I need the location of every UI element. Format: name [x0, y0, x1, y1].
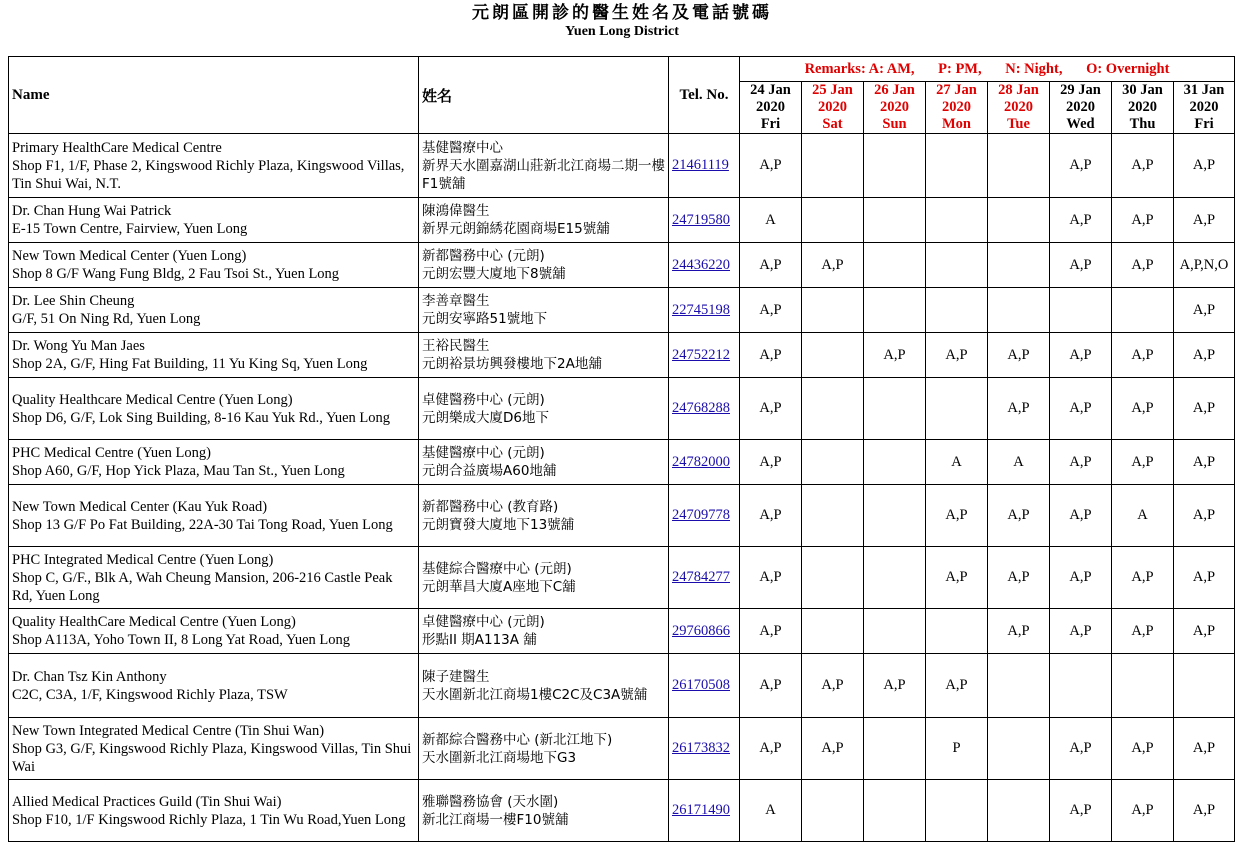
clinic-address-zh: 天水圍新北江商場地下G3	[422, 749, 577, 766]
clinic-address: Shop 13 G/F Po Fat Building, 22A-30 Tai Tong Road, Yuen Long	[12, 516, 393, 533]
clinic-name: PHC Integrated Medical Centre (Yuen Long)	[12, 551, 274, 568]
session-cell	[864, 718, 926, 780]
clinic-name: Quality Healthcare Medical Centre (Yuen Long)	[12, 391, 293, 408]
clinic-name-zh-cell	[419, 134, 669, 198]
tel-link[interactable]: 26170508	[672, 677, 730, 693]
clinic-name: New Town Medical Center (Yuen Long)	[12, 248, 247, 264]
session-cell: A,P	[802, 654, 864, 718]
session-cell	[864, 609, 926, 654]
tel-link[interactable]: 24784277	[672, 569, 730, 585]
table-row	[9, 288, 1235, 333]
table-row	[9, 654, 1235, 718]
session-cell: A,P	[1050, 547, 1112, 609]
clinic-name-zh: 李善章醫生	[422, 293, 490, 309]
session-cell: A,P	[1174, 440, 1235, 485]
clinic-name-zh-cell	[419, 780, 669, 842]
session-cell	[802, 485, 864, 547]
page-header	[0, 0, 1244, 52]
session-cell: A,P	[740, 609, 802, 654]
clinic-name-zh: 基健醫療中心	[422, 139, 503, 156]
session-cell: A,P,N,O	[1174, 243, 1235, 288]
tel-link[interactable]: 24719580	[672, 211, 730, 228]
date-header-year: 2020	[756, 99, 785, 115]
session-cell: A,P	[740, 547, 802, 609]
session-cell	[802, 609, 864, 654]
session-cell	[802, 547, 864, 609]
session-cell: A,P	[926, 485, 988, 547]
tel-cell	[669, 780, 740, 842]
clinic-name-zh: 基健綜合醫療中心 (元朗)	[422, 560, 572, 577]
date-header-year: 2020	[880, 99, 909, 115]
session-cell: A,P	[1112, 333, 1174, 378]
date-header	[988, 82, 1050, 134]
session-cell: A,P	[740, 718, 802, 780]
table-row	[9, 198, 1235, 243]
table-row	[9, 780, 1235, 842]
session-cell: A,P	[1112, 198, 1174, 243]
clinic-name-cell	[9, 609, 419, 654]
session-cell: A,P	[1174, 198, 1235, 243]
session-cell: A,P	[740, 288, 802, 333]
clinic-address-zh: 元朗樂成大廈D6地下	[422, 409, 549, 426]
clinic-name-zh-cell	[419, 198, 669, 243]
session-cell: A,P	[1174, 378, 1235, 440]
session-cell: A,P	[1050, 333, 1112, 378]
session-cell: A,P	[988, 547, 1050, 609]
clinic-name-zh: 王裕民醫生	[422, 338, 490, 354]
table-row	[9, 134, 1235, 198]
clinic-name-zh-cell	[419, 288, 669, 333]
session-cell: A,P	[988, 333, 1050, 378]
session-cell	[802, 333, 864, 378]
date-header-day: 30 Jan	[1122, 82, 1163, 98]
tel-link[interactable]: 24768288	[672, 400, 730, 416]
clinic-address-zh: 元朗裕景坊興發樓地下2A地舖	[422, 356, 602, 372]
date-header-day: 24 Jan	[750, 82, 791, 98]
date-header-day: 29 Jan	[1060, 82, 1101, 98]
remark-overnight: O: Overnight	[1086, 60, 1170, 77]
table-row	[9, 609, 1235, 654]
clinic-address-zh: 新北江商場一樓F10號舖	[422, 811, 569, 828]
session-cell	[926, 198, 988, 243]
table-row	[9, 718, 1235, 780]
session-cell	[864, 288, 926, 333]
session-cell: A,P	[1112, 609, 1174, 654]
session-cell	[1112, 288, 1174, 333]
date-header-dow: Fri	[760, 116, 781, 132]
date-header	[864, 82, 926, 134]
session-cell: A,P	[740, 440, 802, 485]
session-cell: A,P	[988, 485, 1050, 547]
clinic-name-cell	[9, 198, 419, 243]
session-cell: A	[988, 440, 1050, 485]
clinic-name-zh-cell	[419, 378, 669, 440]
tel-link[interactable]: 29760866	[672, 622, 730, 639]
clinic-name: Allied Medical Practices Guild (Tin Shui Wai)	[12, 793, 282, 810]
tel-link[interactable]: 26171490	[672, 802, 730, 818]
date-header-day: 26 Jan	[874, 82, 915, 98]
clinic-address-zh: 元朗華昌大廈A座地下C舖	[422, 578, 576, 595]
clinic-address: E-15 Town Centre, Fairview, Yuen Long	[12, 221, 248, 237]
clinic-name: Dr. Wong Yu Man Jaes	[12, 338, 145, 354]
date-header-dow: Fri	[1194, 116, 1214, 132]
clinic-name-zh: 新都醫務中心 (元朗)	[422, 248, 545, 264]
tel-cell	[669, 440, 740, 485]
remark-night: N: Night,	[1005, 60, 1063, 77]
session-cell: A,P	[926, 654, 988, 718]
session-cell	[864, 485, 926, 547]
session-cell	[926, 288, 988, 333]
session-cell: A,P	[1112, 780, 1174, 842]
clinic-name-cell	[9, 440, 419, 485]
clinic-address: Shop A113A, Yoho Town II, 8 Long Yat Road, Yuen Long	[12, 632, 351, 648]
clinic-address: Shop F1, 1/F, Phase 2, Kingswood Richly Plaza, Kingswood Villas, Tin Shui Wai, N.T.	[12, 157, 405, 192]
clinic-name-zh-cell	[419, 440, 669, 485]
session-cell: A,P	[1050, 378, 1112, 440]
tel-link[interactable]: 24436220	[672, 256, 730, 273]
session-cell: A,P	[1112, 243, 1174, 288]
session-cell	[802, 198, 864, 243]
clinic-name-zh: 基健醫療中心 (元朗)	[422, 445, 545, 461]
session-cell: A,P	[802, 718, 864, 780]
session-cell: A,P	[740, 485, 802, 547]
clinic-address: Shop G3, G/F, Kingswood Richly Plaza, Kingswood Villas, Tin Shui Wai	[12, 740, 412, 775]
session-cell	[802, 288, 864, 333]
date-header-dow: Tue	[1007, 116, 1030, 132]
clinic-name-zh-cell	[419, 609, 669, 654]
session-cell	[988, 134, 1050, 198]
tel-link[interactable]: 24752212	[672, 346, 730, 363]
date-header-dow: Thu	[1129, 116, 1156, 132]
clinic-name: Primary HealthCare Medical Centre	[12, 139, 222, 156]
session-cell: A,P	[988, 378, 1050, 440]
session-cell: A,P	[1112, 547, 1174, 609]
session-cell	[926, 780, 988, 842]
clinic-address: Shop F10, 1/F Kingswood Richly Plaza, 1 Tin Wu Road,Yuen Long	[12, 811, 406, 828]
date-header-dow: Sun	[882, 116, 907, 132]
session-cell: A	[740, 780, 802, 842]
clinic-name-zh: 新都綜合醫務中心 (新北江地下)	[422, 731, 613, 748]
session-cell: A,P	[1174, 485, 1235, 547]
clinic-name-zh: 卓健醫務中心 (元朗)	[422, 391, 545, 408]
session-cell: A,P	[1174, 333, 1235, 378]
date-header-dow: Sat	[822, 116, 843, 132]
clinic-name-cell	[9, 243, 419, 288]
clinic-address-zh: 元朗寶發大廈地下13號舖	[422, 516, 575, 533]
clinic-name-cell	[9, 288, 419, 333]
session-cell: A,P	[1174, 780, 1235, 842]
tel-cell	[669, 609, 740, 654]
clinic-name-zh: 陳鴻偉醫生	[422, 203, 490, 219]
session-cell	[1112, 654, 1174, 718]
tel-cell	[669, 333, 740, 378]
tel-cell	[669, 198, 740, 243]
clinic-address-zh: 天水圍新北江商場1樓C2C及C3A號舖	[422, 686, 648, 703]
clinic-name: Dr. Chan Tsz Kin Anthony	[12, 668, 167, 685]
session-cell	[802, 378, 864, 440]
clinic-name-cell	[9, 654, 419, 718]
tel-cell	[669, 378, 740, 440]
session-cell	[1050, 654, 1112, 718]
session-cell	[926, 134, 988, 198]
clinic-address-zh: 元朗安寧路51號地下	[422, 311, 548, 327]
session-cell: A,P	[1050, 198, 1112, 243]
session-cell: A,P	[1050, 780, 1112, 842]
session-cell: A,P	[1174, 547, 1235, 609]
tel-link[interactable]: 21461119	[672, 157, 729, 173]
tel-link[interactable]: 24709778	[672, 507, 730, 523]
session-cell: A	[1112, 485, 1174, 547]
clinic-address: Shop D6, G/F, Lok Sing Building, 8-16 Kau Yuk Rd., Yuen Long	[12, 409, 390, 426]
table-row	[9, 485, 1235, 547]
date-header-year: 2020	[1066, 99, 1095, 115]
session-cell	[864, 780, 926, 842]
date-header	[1112, 82, 1174, 134]
date-header-year: 2020	[1128, 99, 1157, 115]
clinic-name: Dr. Chan Hung Wai Patrick	[12, 203, 172, 219]
session-cell	[864, 378, 926, 440]
tel-cell	[669, 485, 740, 547]
session-cell: A,P	[864, 654, 926, 718]
date-header-year: 2020	[1189, 99, 1219, 115]
date-header	[740, 82, 802, 134]
date-header	[926, 82, 988, 134]
clinic-address-zh: 新界元朗錦綉花園商場E15號舖	[422, 221, 610, 237]
session-cell: A,P	[740, 333, 802, 378]
doctor-roster-table	[8, 56, 1235, 842]
session-cell: A,P	[1050, 485, 1112, 547]
clinic-name: New Town Integrated Medical Centre (Tin Shui Wan)	[12, 722, 325, 739]
date-header-year: 2020	[818, 99, 847, 115]
session-cell: A,P	[1050, 134, 1112, 198]
session-cell: A,P	[1174, 718, 1235, 780]
date-header	[1174, 82, 1235, 134]
tel-cell	[669, 654, 740, 718]
session-cell: A,P	[740, 134, 802, 198]
session-cell: A,P	[1050, 718, 1112, 780]
tel-cell	[669, 288, 740, 333]
table-row	[9, 440, 1235, 485]
clinic-name-cell	[9, 333, 419, 378]
session-cell	[802, 134, 864, 198]
session-cell	[864, 547, 926, 609]
session-cell: A,P	[1174, 609, 1235, 654]
session-cell: A,P	[740, 243, 802, 288]
clinic-name-cell	[9, 718, 419, 780]
session-cell: A	[740, 198, 802, 243]
date-header-year: 2020	[942, 99, 971, 115]
session-cell	[926, 243, 988, 288]
date-header-day: 31 Jan	[1183, 82, 1225, 98]
clinic-address-zh: 形點II 期A113A 舖	[422, 632, 537, 648]
clinic-name-cell	[9, 780, 419, 842]
clinic-name-cell	[9, 134, 419, 198]
session-cell: A,P	[1112, 134, 1174, 198]
session-cell: A,P	[1112, 440, 1174, 485]
session-cell	[1050, 288, 1112, 333]
clinic-address: G/F, 51 On Ning Rd, Yuen Long	[12, 311, 201, 327]
date-header-year: 2020	[1004, 99, 1033, 115]
header-name: Name	[9, 57, 419, 134]
clinic-address-zh: 元朗合益廣場A60地舖	[422, 463, 557, 479]
session-cell: A,P	[1050, 609, 1112, 654]
tel-cell	[669, 134, 740, 198]
tel-link[interactable]: 26173832	[672, 740, 730, 756]
session-cell	[926, 609, 988, 654]
date-header	[802, 82, 864, 134]
date-header-dow: Wed	[1066, 116, 1095, 132]
session-cell	[988, 198, 1050, 243]
clinic-name-zh: 卓健醫療中心 (元朗)	[422, 614, 545, 630]
session-cell: A,P	[864, 333, 926, 378]
session-cell	[988, 288, 1050, 333]
clinic-name-zh-cell	[419, 243, 669, 288]
date-header-dow: Mon	[942, 116, 971, 132]
session-cell: A,P	[802, 243, 864, 288]
tel-link[interactable]: 24782000	[672, 453, 730, 470]
clinic-name-cell	[9, 485, 419, 547]
session-cell	[988, 243, 1050, 288]
session-cell	[802, 780, 864, 842]
session-cell	[926, 378, 988, 440]
session-cell: A,P	[926, 547, 988, 609]
clinic-address-zh: 新界天水圍嘉湖山莊新北江商場二期一樓F1號舖	[422, 157, 665, 192]
clinic-name: PHC Medical Centre (Yuen Long)	[12, 445, 211, 461]
header-tel: Tel. No.	[669, 57, 740, 134]
roster-body	[9, 134, 1235, 842]
date-header-day: 27 Jan	[936, 82, 977, 98]
session-cell: A,P	[1050, 243, 1112, 288]
clinic-address: Shop A60, G/F, Hop Yick Plaza, Mau Tan St., Yuen Long	[12, 463, 345, 479]
session-cell: A,P	[1174, 134, 1235, 198]
session-cell	[988, 780, 1050, 842]
session-cell	[988, 654, 1050, 718]
session-cell: A,P	[988, 609, 1050, 654]
remark-am: Remarks: A: AM,	[804, 60, 915, 77]
table-row	[9, 378, 1235, 440]
clinic-address: Shop 8 G/F Wang Fung Bldg, 2 Fau Tsoi St., Yuen Long	[12, 266, 340, 282]
clinic-name-cell	[9, 547, 419, 609]
clinic-name-zh: 陳子建醫生	[422, 668, 490, 685]
table-row	[9, 243, 1235, 288]
clinic-name-zh: 雅聯醫務協會 (天水圍)	[422, 793, 559, 810]
clinic-name-zh-cell	[419, 718, 669, 780]
clinic-name-zh-cell	[419, 485, 669, 547]
clinic-name: Quality HealthCare Medical Centre (Yuen Long)	[12, 614, 296, 630]
session-cell	[864, 198, 926, 243]
clinic-name: Dr. Lee Shin Cheung	[12, 293, 135, 309]
session-cell: A,P	[740, 654, 802, 718]
tel-link[interactable]: 22745198	[672, 301, 730, 318]
date-header	[1050, 82, 1112, 134]
session-cell	[802, 440, 864, 485]
session-cell	[1174, 654, 1235, 718]
clinic-address: Shop 2A, G/F, Hing Fat Building, 11 Yu King Sq, Yuen Long	[12, 356, 368, 372]
session-cell: A,P	[740, 378, 802, 440]
session-cell	[864, 440, 926, 485]
clinic-name: New Town Medical Center (Kau Yuk Road)	[12, 498, 268, 515]
date-header-day: 25 Jan	[812, 82, 853, 98]
session-cell: A,P	[1112, 718, 1174, 780]
page-title-zh: 元朗區開診的醫生姓名及電話號碼	[472, 3, 772, 22]
remarks-legend	[740, 57, 1235, 82]
session-cell: A,P	[1050, 440, 1112, 485]
page-title-en: Yuen Long District	[565, 24, 679, 39]
session-cell	[864, 134, 926, 198]
clinic-name-cell	[9, 378, 419, 440]
clinic-address: C2C, C3A, 1/F, Kingswood Richly Plaza, TSW	[12, 686, 288, 703]
session-cell	[864, 243, 926, 288]
table-row	[9, 333, 1235, 378]
clinic-name-zh: 新都醫務中心 (教育路)	[422, 498, 559, 515]
session-cell: P	[926, 718, 988, 780]
remark-pm: P: PM,	[938, 60, 982, 77]
date-header-day: 28 Jan	[998, 82, 1039, 98]
tel-cell	[669, 243, 740, 288]
tel-cell	[669, 547, 740, 609]
clinic-address: Shop C, G/F., Blk A, Wah Cheung Mansion, 206-216 Castle Peak Rd, Yuen Long	[12, 569, 393, 604]
clinic-name-zh-cell	[419, 654, 669, 718]
session-cell: A,P	[1112, 378, 1174, 440]
tel-cell	[669, 718, 740, 780]
clinic-name-zh-cell	[419, 333, 669, 378]
session-cell	[988, 718, 1050, 780]
table-row	[9, 547, 1235, 609]
session-cell: A,P	[1174, 288, 1235, 333]
clinic-address-zh: 元朗宏豐大廈地下8號舖	[422, 266, 566, 282]
session-cell: A	[926, 440, 988, 485]
header-name-zh: 姓名	[419, 57, 669, 134]
session-cell: A,P	[926, 333, 988, 378]
clinic-name-zh-cell	[419, 547, 669, 609]
